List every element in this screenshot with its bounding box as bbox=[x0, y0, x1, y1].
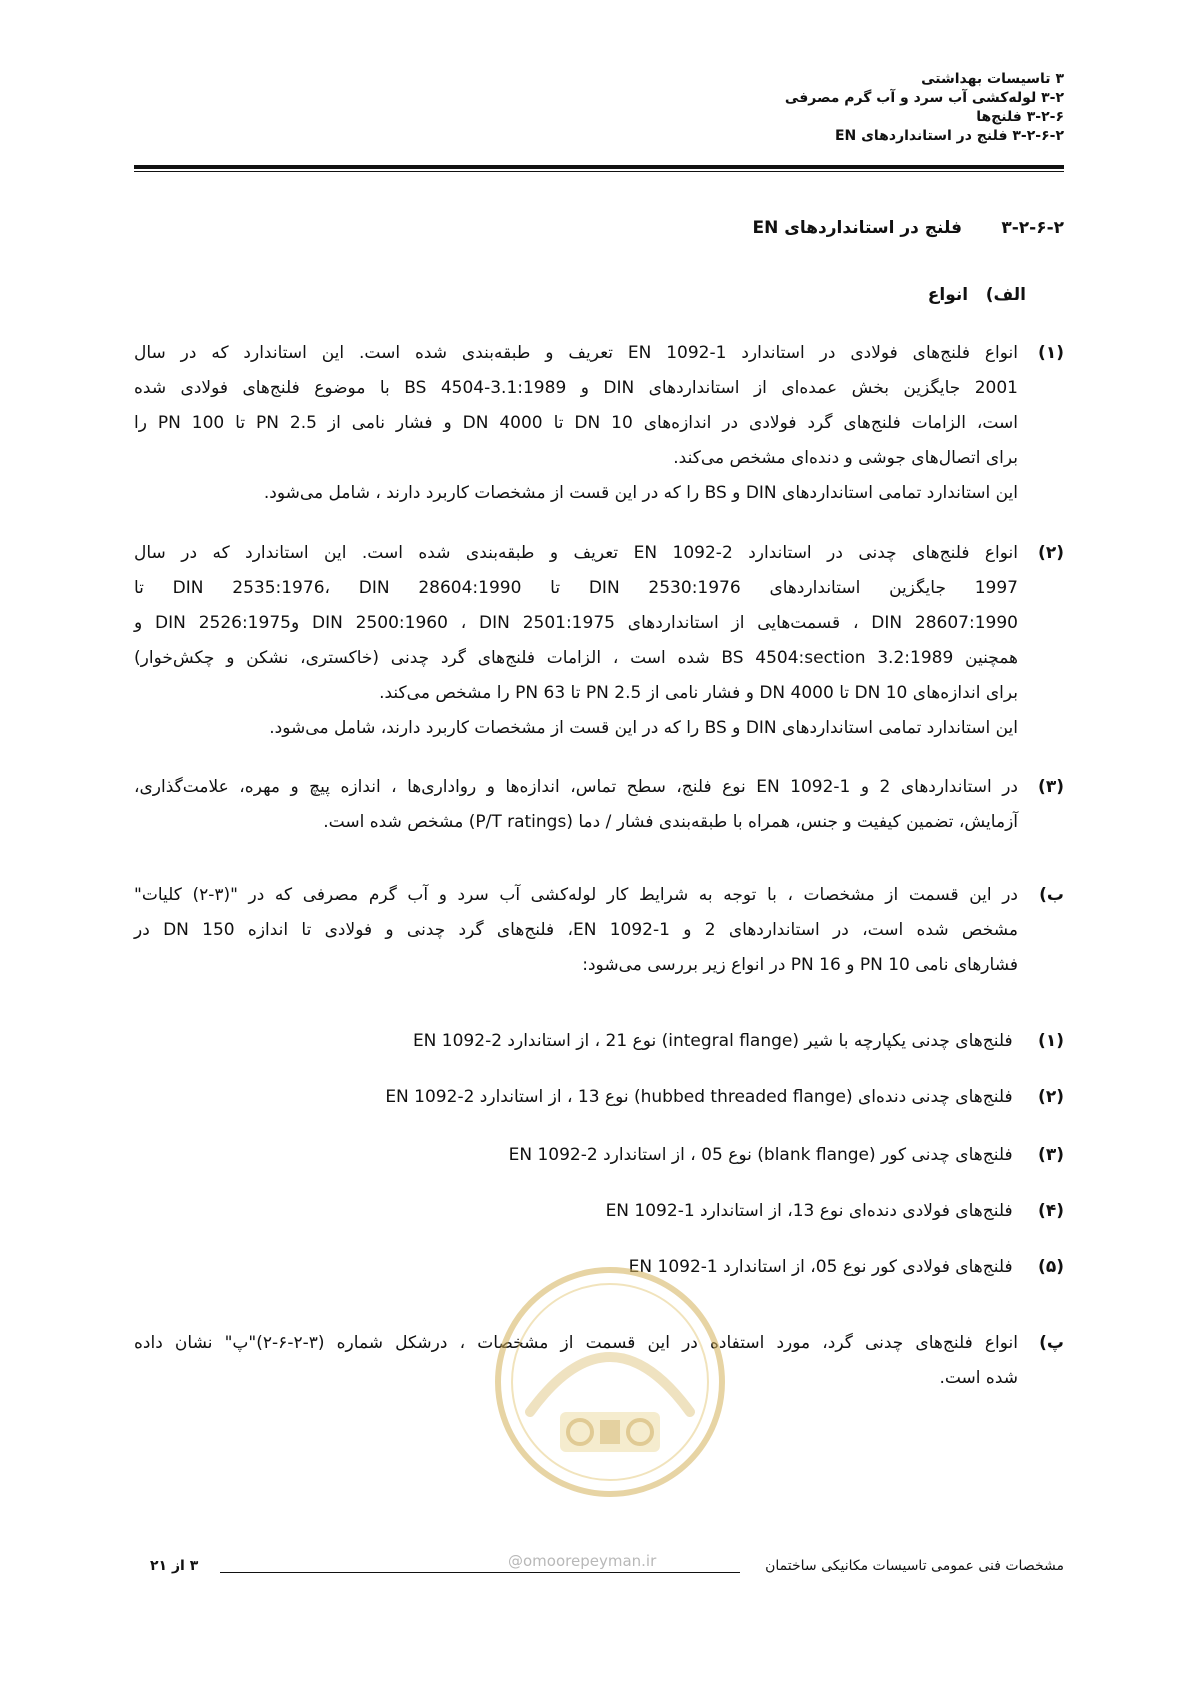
paragraph-marker: ب) bbox=[1039, 885, 1064, 905]
paragraph-line: 1997 جایگزین استانداردهای DIN 2530:1976 تا DIN 2535:1976، DIN 28604:1990 تا bbox=[134, 578, 1018, 598]
paragraph-line: برای اندازه‌های DN 10 تا DN 4000 و فشار نامی از PN 2.5 تا PN 63 را مشخص می‌کند. bbox=[379, 683, 1018, 703]
paragraph-line: این استاندارد تمامی استانداردهای DIN و BS را که در این قست از مشخصات کاربرد دارند ، شامل می‌شود. bbox=[263, 483, 1018, 503]
header-line-2: ۳-۲ لوله‌کشی آب سرد و آب گرم مصرفی bbox=[784, 90, 1064, 106]
section-title: فلنج در استانداردهای EN bbox=[752, 218, 963, 238]
paragraph-line: شده است. bbox=[939, 1368, 1018, 1388]
paragraph-line: DIN 28607:1990 ، قسمت‌هایی از استانداردهای DIN 2500:1960 ، DIN 2501:1975 وDIN 2526:1975 و bbox=[134, 613, 1018, 633]
list-item bbox=[606, 1196, 1064, 1226]
section-heading bbox=[753, 218, 1064, 238]
list-item-marker: (۴) bbox=[1038, 1201, 1064, 1221]
paragraph-p bbox=[134, 1326, 1064, 1396]
paragraph-line: 2001 جایگزین بخش عمده‌ای از استانداردهای DIN و BS 4504-3.1:1989 با موضوع فلنج‌های فولادی شده bbox=[134, 378, 1018, 398]
paragraph-line: است، الزامات فلنج‌های گرد فولادی در اندازه‌های DN 10 تا DN 4000 و فشار نامی از PN 2.5 تا PN 100 را bbox=[134, 413, 1019, 433]
paragraph-line: انواع فلنج‌های چدنی در استاندارد EN 1092-2 تعریف و طبقه‌بندی شده است. این استاندارد که در سال bbox=[134, 543, 1019, 563]
header-line-3: ۳-۲-۶ فلنج‌ها bbox=[976, 109, 1064, 125]
list-item-text: فلنج‌های فولادی کور نوع 05، از استاندارد EN 1092-1 bbox=[628, 1257, 1013, 1277]
header-rule-thick bbox=[134, 165, 1064, 169]
watermark-site: @omoorepeyman.ir bbox=[508, 1552, 657, 1570]
paragraph-line: این استاندارد تمامی استانداردهای DIN و BS را که در این قست از مشخصات کاربرد دارند، شامل می‌شود. bbox=[269, 718, 1018, 738]
paragraph-b bbox=[134, 878, 1064, 983]
paragraph-line: مشخص شده است، در استانداردهای 2 و EN 1092-1، فلنج‌های گرد چدنی و فولادی تا اندازه DN 150 در bbox=[134, 920, 1018, 940]
header-rule-thin bbox=[134, 171, 1064, 172]
paragraph-line: در استانداردهای 2 و EN 1092-1 نوع فلنج، سطح تماس، اندازه‌ها و رواداری‌ها ، اندازه پیچ و مهره، علامت‌گذاری، bbox=[134, 777, 1018, 797]
list-item-marker: (۳) bbox=[1038, 1145, 1064, 1165]
list-item bbox=[385, 1082, 1064, 1112]
list-item-marker: (۲) bbox=[1038, 1087, 1064, 1107]
list-item-text: فلنج‌های فولادی دنده‌ای نوع 13، از استاندارد EN 1092-1 bbox=[605, 1201, 1013, 1221]
paragraph-line: فشارهای نامی PN 10 و PN 16 در انواع زیر بررسی می‌شود: bbox=[582, 955, 1018, 975]
list-item-text: فلنج‌های چدنی کور (blank flange) نوع 05 ، از استاندارد EN 1092-2 bbox=[508, 1145, 1013, 1165]
at-icon: @ bbox=[508, 1552, 523, 1570]
footer-rule bbox=[220, 1572, 740, 1573]
paragraph-line: برای اتصال‌های جوشی و دنده‌ای مشخص می‌کند. bbox=[673, 448, 1018, 468]
subsection-label: الف) bbox=[985, 285, 1026, 305]
list-item-marker: (۵) bbox=[1038, 1257, 1064, 1277]
paragraph-2 bbox=[134, 536, 1064, 746]
list-item bbox=[509, 1140, 1064, 1170]
list-item-text: فلنج‌های چدنی دنده‌ای (hubbed threaded flange) نوع 13 ، از استاندارد EN 1092-2 bbox=[385, 1087, 1013, 1107]
section-number: ۳-۲-۶-۲ bbox=[1001, 218, 1064, 238]
subsection-title: انواع bbox=[927, 285, 969, 305]
header-line-1: ۳ تاسیسات بهداشتی bbox=[921, 71, 1064, 87]
paragraph-line: همچنین BS 4504:section 3.2:1989 شده است ، الزامات فلنج‌های گرد چدنی (خاکستری، نشکن و چکش‌خوار) bbox=[134, 648, 1019, 668]
list-item bbox=[413, 1026, 1064, 1056]
paragraph-line: انواع فلنج‌های چدنی گرد، مورد استفاده در این قسمت از مشخصات ، درشکل شماره (۳-۲-۶-۲)"پ" نشان داده bbox=[134, 1333, 1018, 1353]
paragraph-marker: (۲) bbox=[1038, 543, 1064, 563]
running-header bbox=[564, 70, 1064, 146]
header-line-4: ۳-۲-۶-۲ فلنج در استانداردهای EN bbox=[834, 128, 1064, 144]
footer-doc-title: مشخصات فنی عمومی تاسیسات مکانیکی ساختمان bbox=[765, 1558, 1064, 1574]
list-item-marker: (۱) bbox=[1038, 1031, 1064, 1051]
paragraph-3 bbox=[134, 770, 1064, 840]
paragraph-line: انواع فلنج‌های فولادی در استاندارد EN 1092-1 تعریف و طبقه‌بندی شده است. این استاندارد که در سال bbox=[134, 343, 1018, 363]
paragraph-1 bbox=[134, 336, 1064, 511]
footer-page-number: ۳ از ۲۱ bbox=[150, 1558, 199, 1574]
paragraph-marker: (۱) bbox=[1038, 343, 1064, 363]
list-item-text: فلنج‌های چدنی یکپارچه با شیر (integral flange) نوع 21 ، از استاندارد EN 1092-2 bbox=[412, 1031, 1013, 1051]
paragraph-line: آزمایش، تضمین کیفیت و جنس، همراه با طبقه‌بندی فشار / دما (P/T ratings) مشخص شده است. bbox=[323, 812, 1018, 832]
subsection-heading-a bbox=[928, 285, 1026, 305]
list-item bbox=[629, 1252, 1064, 1282]
paragraph-marker: (۳) bbox=[1038, 777, 1064, 797]
paragraph-line: در این قسمت از مشخصات ، با توجه به شرایط کار لوله‌کشی آب سرد و آب گرم مصرفی که در "(۳-۲) کلیات" bbox=[134, 885, 1018, 905]
paragraph-marker: پ) bbox=[1039, 1333, 1064, 1353]
